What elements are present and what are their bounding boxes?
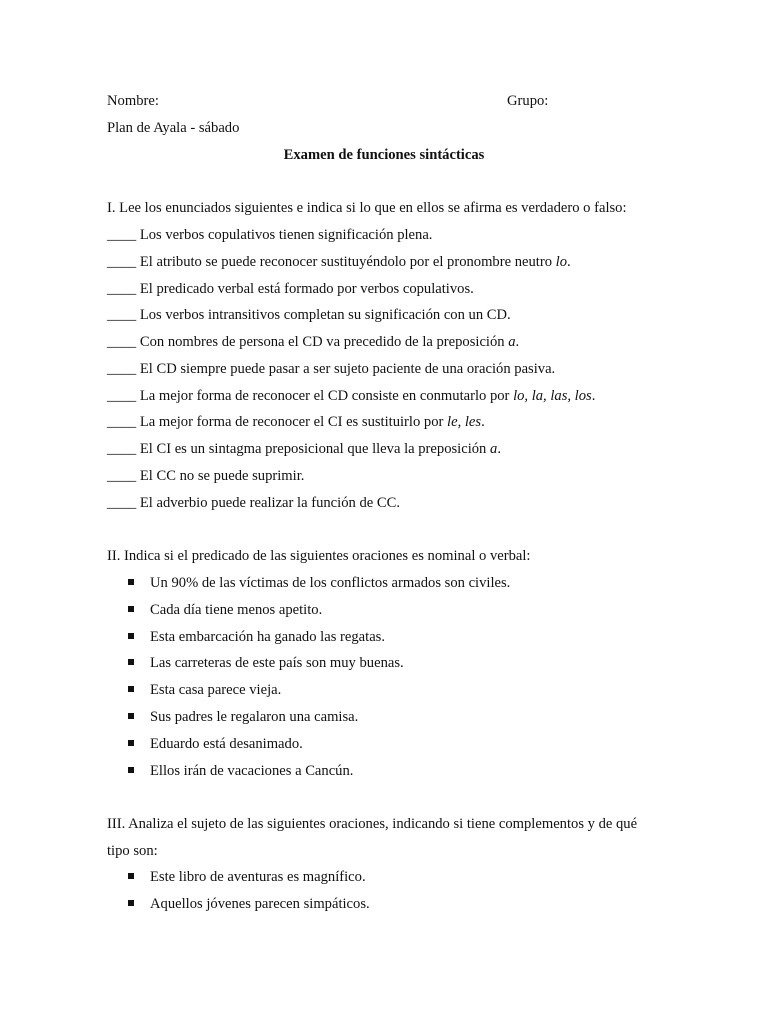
list-item — [128, 895, 370, 913]
answer-blank[interactable]: ____ — [107, 254, 137, 270]
statement-italic: lo, la, las, los — [513, 388, 592, 404]
true-false-item — [107, 440, 501, 458]
sentence-text: Sus padres le regalaron una camisa. — [150, 709, 359, 725]
statement-end: . — [567, 254, 571, 270]
square-bullet-icon — [128, 659, 134, 665]
sentence-text: Esta casa parece vieja. — [150, 682, 282, 698]
square-bullet-icon — [128, 633, 134, 639]
statement-end: . — [515, 334, 520, 350]
sentence-text: Un 90% de las víctimas de los conflictos armados son civiles. — [150, 575, 511, 591]
statement-text: El CC no se puede suprimir. — [139, 468, 305, 484]
sentence-text: Las carreteras de este país son muy buenas. — [150, 655, 404, 671]
answer-blank[interactable]: ____ — [107, 307, 137, 323]
true-false-item — [107, 360, 555, 378]
sentence-text: Cada día tiene menos apetito. — [150, 602, 323, 618]
school-line: Plan de Ayala - sábado — [107, 120, 240, 136]
statement-text: El CD siempre puede pasar a ser sujeto paciente de una oración pasiva. — [139, 361, 556, 377]
true-false-item — [107, 253, 571, 271]
true-false-item — [107, 333, 519, 351]
section3-instruction-line2: tipo son: — [107, 843, 158, 859]
statement-italic: a — [490, 441, 498, 457]
true-false-item — [107, 226, 432, 244]
statement-text: Los verbos copulativos tienen significación plena. — [139, 227, 433, 243]
true-false-item — [107, 467, 304, 485]
answer-blank[interactable]: ____ — [107, 281, 137, 297]
statement-end: . — [591, 388, 596, 404]
square-bullet-icon — [128, 900, 134, 906]
statement-italic: lo — [555, 254, 568, 270]
square-bullet-icon — [128, 713, 134, 719]
nombre-label: Nombre: — [107, 93, 159, 109]
statement-text: El adverbio puede realizar la función de CC. — [139, 495, 400, 511]
answer-blank[interactable]: ____ — [107, 361, 137, 377]
true-false-item — [107, 280, 474, 298]
list-item — [128, 735, 303, 753]
statement-italic: le, les — [447, 414, 482, 430]
statement-italic: a — [508, 334, 516, 350]
list-item — [128, 574, 510, 592]
exam-title: Examen de funciones sintácticas — [283, 147, 485, 163]
statement-text: La mejor forma de reconocer el CD consiste en conmutarlo por — [139, 388, 514, 404]
list-item — [128, 708, 358, 726]
sentence-text: Ellos irán de vacaciones a Cancún. — [150, 763, 354, 779]
statement-text: Los verbos intransitivos completan su significación con un CD. — [139, 307, 511, 323]
square-bullet-icon — [128, 873, 134, 879]
true-false-item — [107, 387, 595, 405]
section2-instruction: II. Indica si el predicado de las siguientes oraciones es nominal o verbal: — [107, 548, 531, 564]
sentence-text: Eduardo está desanimado. — [150, 736, 303, 752]
square-bullet-icon — [128, 767, 134, 773]
statement-end: . — [481, 414, 485, 430]
sentence-text: Este libro de aventuras es magnífico. — [150, 869, 366, 885]
list-item — [128, 868, 366, 886]
square-bullet-icon — [128, 686, 134, 692]
answer-blank[interactable]: ____ — [107, 441, 137, 457]
section3-instruction-line1: III. Analiza el sujeto de las siguientes oraciones, indicando si tiene complementos y de qué — [107, 816, 638, 832]
sentence-text: Esta embarcación ha ganado las regatas. — [150, 629, 386, 645]
statement-text: El predicado verbal está formado por verbos copulativos. — [139, 281, 474, 297]
answer-blank[interactable]: ____ — [107, 227, 137, 243]
square-bullet-icon — [128, 740, 134, 746]
statement-text: El CI es un sintagma preposicional que lleva la preposición — [139, 441, 491, 457]
true-false-item — [107, 413, 485, 431]
statement-text: La mejor forma de reconocer el CI es sustituirlo por — [139, 414, 448, 430]
statement-text: Con nombres de persona el CD va precedido de la preposición — [139, 334, 509, 350]
answer-blank[interactable]: ____ — [107, 495, 137, 511]
true-false-item — [107, 306, 511, 324]
answer-blank[interactable]: ____ — [107, 414, 137, 430]
list-item — [128, 681, 281, 699]
answer-blank[interactable]: ____ — [107, 468, 137, 484]
answer-blank[interactable]: ____ — [107, 388, 137, 404]
grupo-label: Grupo: — [507, 93, 549, 109]
section1-instruction: I. Lee los enunciados siguientes e indica si lo que en ellos se afirma es verdadero o falso: — [107, 200, 627, 216]
list-item — [128, 654, 404, 672]
statement-text: El atributo se puede reconocer sustituyéndolo por el pronombre neutro — [139, 254, 556, 270]
list-item — [128, 601, 322, 619]
sentence-text: Aquellos jóvenes parecen simpáticos. — [150, 896, 370, 912]
statement-end: . — [497, 441, 501, 457]
square-bullet-icon — [128, 579, 134, 585]
true-false-item — [107, 494, 400, 512]
list-item — [128, 628, 385, 646]
list-item — [128, 762, 353, 780]
answer-blank[interactable]: ____ — [107, 334, 137, 350]
square-bullet-icon — [128, 606, 134, 612]
